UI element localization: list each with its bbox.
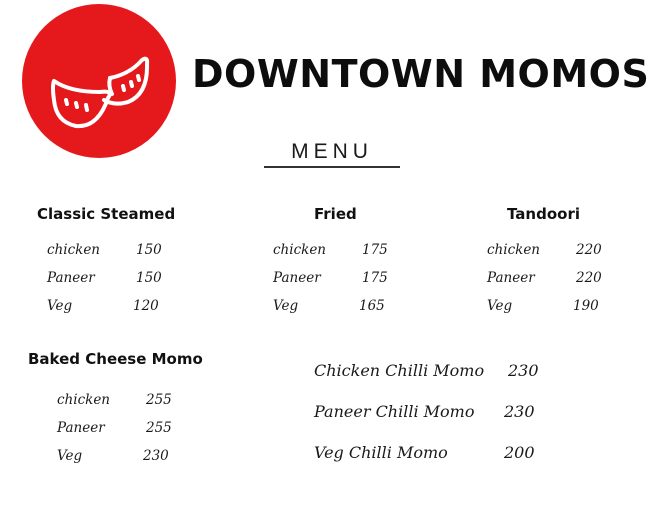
category-title: Classic Steamed [37, 205, 176, 223]
menu-item-price: 150 [136, 242, 162, 258]
brand-title: DOWNTOWN MOMOS [192, 52, 650, 96]
menu-title-underline [264, 166, 400, 168]
menu-item-price: 175 [362, 270, 388, 286]
menu-item-name: Paneer [273, 270, 321, 286]
menu-item-name: Paneer Chilli Momo [314, 402, 475, 421]
menu-item-price: 230 [508, 361, 539, 380]
menu-item-price: 200 [504, 443, 535, 462]
menu-item-price: 255 [146, 420, 172, 436]
category-title: Tandoori [507, 205, 580, 223]
dumplings-icon [22, 4, 176, 158]
menu-item-name: Chicken Chilli Momo [314, 361, 485, 380]
menu-item-name: chicken [487, 242, 540, 258]
menu-item-price: 255 [146, 392, 172, 408]
menu-item-name: chicken [47, 242, 100, 258]
menu-item-name: Veg [47, 298, 73, 314]
menu-item-name: Veg [273, 298, 299, 314]
menu-item-price: 120 [133, 298, 159, 314]
menu-item-name: Paneer [47, 270, 95, 286]
menu-item-price: 175 [362, 242, 388, 258]
category-title: Baked Cheese Momo [28, 350, 203, 368]
menu-item-price: 230 [143, 448, 169, 464]
menu-item-name: Paneer [57, 420, 105, 436]
menu-item-price: 230 [504, 402, 535, 421]
category-title: Fried [314, 205, 357, 223]
menu-item-price: 190 [573, 298, 599, 314]
logo [22, 4, 176, 158]
menu-item-price: 165 [359, 298, 385, 314]
menu-item-name: Veg [487, 298, 513, 314]
menu-item-price: 150 [136, 270, 162, 286]
menu-item-name: Veg Chilli Momo [314, 443, 448, 462]
menu-item-name: chicken [273, 242, 326, 258]
menu-item-price: 220 [576, 242, 602, 258]
menu-item-name: chicken [57, 392, 110, 408]
menu-item-price: 220 [576, 270, 602, 286]
menu-item-name: Paneer [487, 270, 535, 286]
menu-item-name: Veg [57, 448, 83, 464]
menu-title: MENU [291, 140, 373, 163]
